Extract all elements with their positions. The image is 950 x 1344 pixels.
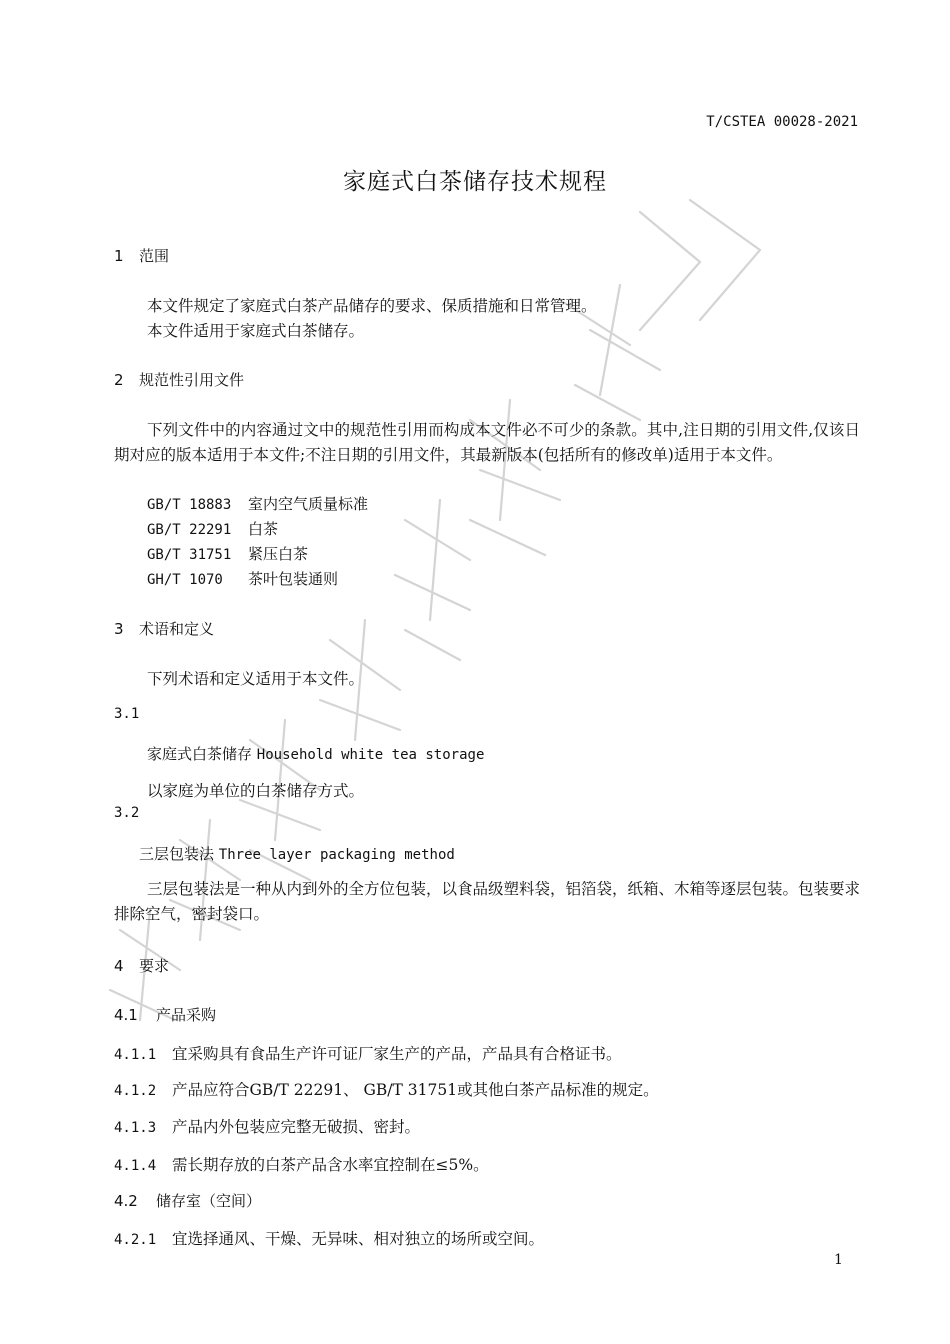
clause [114, 1227, 544, 1249]
clause-number: 4.1.1 [114, 1047, 157, 1063]
term-definition: 以家庭为单位的白茶储存方式。 [147, 782, 365, 800]
section-3-number: 3 [114, 620, 124, 638]
reference-title: 紧压白茶 [248, 545, 309, 563]
subsection-title: 产品采购 [156, 1006, 217, 1024]
clause [114, 1042, 622, 1064]
reference-code: GH/T 1070 [147, 572, 223, 588]
page-number: 1 [834, 1252, 843, 1268]
clause-text: 需长期存放的白茶产品含水率宜控制在≤5%。 [172, 1156, 489, 1174]
reference-item [147, 493, 368, 514]
section-2-title: 规范性引用文件 [139, 371, 245, 389]
clause-number: 4.1.4 [114, 1158, 157, 1174]
section-4-heading [114, 955, 169, 976]
term-definition: 三层包装法是一种从内到外的全方位包装，以食品级塑料袋，铝箔袋，纸箱、木箱等逐层包装。包装要求排除空气，密封袋口。 [114, 880, 861, 923]
term-number: 3.1 [114, 706, 140, 722]
clause-text: 宜采购具有食品生产许可证厂家生产的产品，产品具有合格证书。 [172, 1045, 622, 1063]
section-3-heading [114, 618, 214, 639]
clause-text: 产品内外包装应完整无破损、密封。 [172, 1118, 421, 1136]
reference-item [147, 518, 278, 539]
section-4-number: 4 [114, 957, 124, 975]
reference-title: 白茶 [248, 520, 279, 538]
standard-code: T/CSTEA 00028-2021 [706, 114, 858, 130]
section-1-number: 1 [114, 247, 124, 265]
section-2-heading [114, 369, 244, 390]
reference-item [147, 568, 338, 589]
clause [114, 1078, 659, 1100]
clause-number: 4.1.3 [114, 1120, 157, 1136]
section-3-intro: 下列术语和定义适用于本文件。 [147, 670, 365, 688]
reference-title: 茶叶包装通则 [248, 570, 339, 588]
reference-code: GB/T 31751 [147, 547, 232, 563]
subsection-number: 4.1 [114, 1006, 138, 1024]
reference-code: GB/T 22291 [147, 522, 232, 538]
subsection-title: 储存室（空间） [156, 1192, 262, 1210]
subsection-number: 4.2 [114, 1192, 138, 1210]
section-1-heading [114, 245, 169, 266]
subsection-4-1-heading [114, 1004, 216, 1025]
term-zh: 家庭式白茶储存 [147, 745, 253, 763]
clause-number: 4.1.2 [114, 1083, 157, 1099]
reference-title: 室内空气质量标准 [248, 495, 369, 513]
section-1-paragraph-2: 本文件适用于家庭式白茶储存。 [147, 322, 365, 340]
term-en: Three layer packaging method [218, 847, 455, 863]
term-en: Household white tea storage [256, 747, 485, 763]
section-2-intro: 下列文件中的内容通过文中的规范性引用而构成本文件必不可少的条款。其中,注日期的引用文件,仅该日期对应的版本适用于本文件;不注日期的引用文件，其最新版本(包括所有的修改单)适用于本文件。 [114, 421, 860, 464]
section-1-paragraph-1: 本文件规定了家庭式白茶产品储存的要求、保质措施和日常管理。 [147, 297, 597, 315]
section-2-number: 2 [114, 371, 124, 389]
section-3-title: 术语和定义 [139, 620, 215, 638]
term-zh: 三层包装法 [139, 845, 215, 863]
reference-code: GB/T 18883 [147, 497, 232, 513]
term-number: 3.2 [114, 805, 140, 821]
clause-text: 宜选择通风、干燥、无异味、相对独立的场所或空间。 [172, 1230, 545, 1248]
section-4-title: 要求 [139, 957, 170, 975]
clause [114, 1153, 489, 1175]
section-1-title: 范围 [139, 247, 170, 265]
term-heading [147, 743, 484, 764]
clause-number: 4.2.1 [114, 1232, 157, 1248]
term-heading [139, 843, 455, 864]
clause [114, 1115, 420, 1137]
reference-item [147, 543, 308, 564]
subsection-4-2-heading [114, 1190, 261, 1211]
page-title: 家庭式白茶储存技术规程 [343, 169, 607, 195]
clause-text: 产品应符合GB/T 22291、 GB/T 31751或其他白茶产品标准的规定。 [172, 1081, 659, 1099]
